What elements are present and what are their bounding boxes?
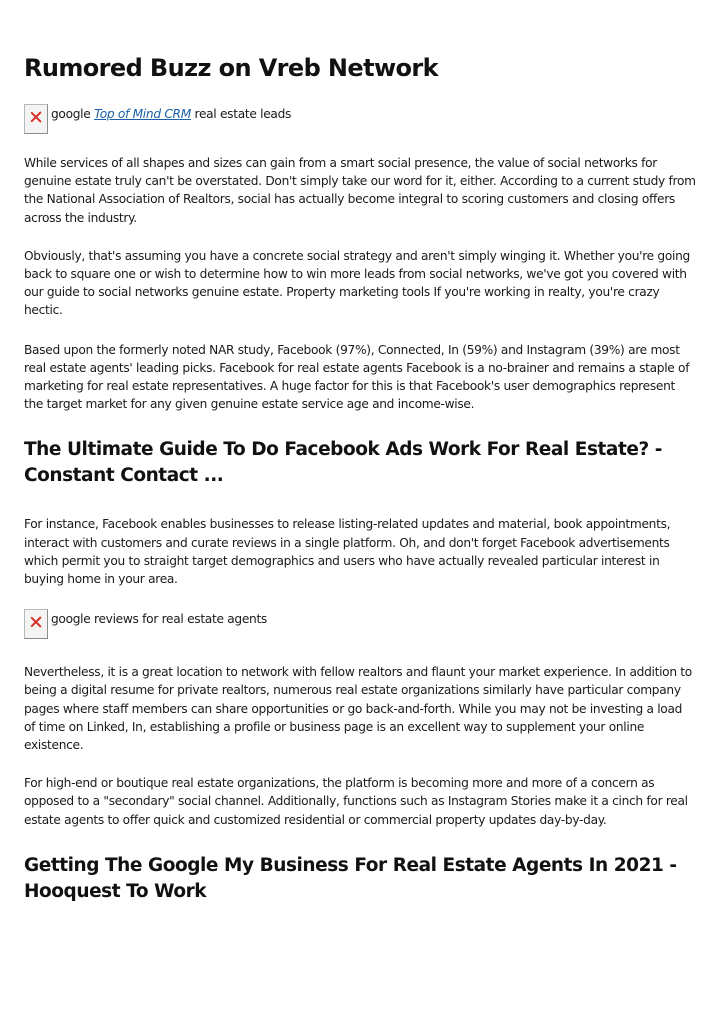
broken-image-icon [24,609,48,639]
paragraph: Based upon the formerly noted NAR study, Facebook (97%), Connected, In (59%) and Instagram (39%) are most real estate agents' leading picks. Facebook for real estate agents Facebook is a no-brainer and remains a staple of marketing for real estate representatives. A huge factor for this is that Facebook's user demographics represent the target market for any given genuine estate service age and income-wise. [24,342,690,412]
caption-suffix: real estate leads [194,107,292,121]
top-of-mind-crm-link[interactable]: Top of Mind CRM [94,107,191,121]
image-caption-line [24,609,696,639]
paragraph: Obviously, that's assuming you have a concrete social strategy and aren't simply winging it. Whether you're going back to square one or wish to determine how to win more leads from social networks, we've got you covered with our guide to social networks genuine estate. Property marketing tools If you're working in realty, you're crazy hectic. [24,248,690,318]
paragraph: For high-end or boutique real estate organizations, the platform is becoming more and more of a concern as opposed to a "secondary" social channel. Additionally, functions such as Instagram Stories make it a cinch for real estate agents to offer quick and customized residential or commercial property updates day-by-day. [24,776,688,827]
broken-image-icon [24,104,48,134]
section-heading: The Ultimate Guide To Do Facebook Ads Work For Real Estate? - Constant Contact ... [24,439,662,487]
paragraph: Nevertheless, it is a great location to network with fellow realtors and flaunt your market experience. In addition to being a digital resume for private realtors, numerous real estate organizations similarly have particular company pages where staff members can share opportunities or go back-and-forth. While you may not be investing a load of time on Linked, In, establishing a profile or business page is an excellent way to supplement your online existence. [24,665,692,753]
paragraph: For instance, Facebook enables businesses to release listing-related updates and material, book appointments, interact with customers and curate reviews in a single platform. Oh, and don't forget Facebook advertisements which permit you to straight target demographics and users who have actually revealed particular interest in buying home in your area. [24,517,671,587]
image-caption [51,104,291,122]
section-heading: Getting The Google My Business For Real Estate Agents In 2021 - Hooquest To Work [24,854,677,902]
page-title: Rumored Buzz on Vreb Network [24,54,439,82]
caption-prefix: google [51,107,91,121]
paragraph: While services of all shapes and sizes can gain from a smart social presence, the value of social networks for genuine estate truly can't be overstated. Don't simply take our word for it, either. According to a current study from the National Association of Realtors, social has actually become integral to scoring customers and closing offers across the industry. [24,156,696,225]
image-caption-line [24,104,696,134]
image-caption: google reviews for real estate agents [51,612,267,627]
